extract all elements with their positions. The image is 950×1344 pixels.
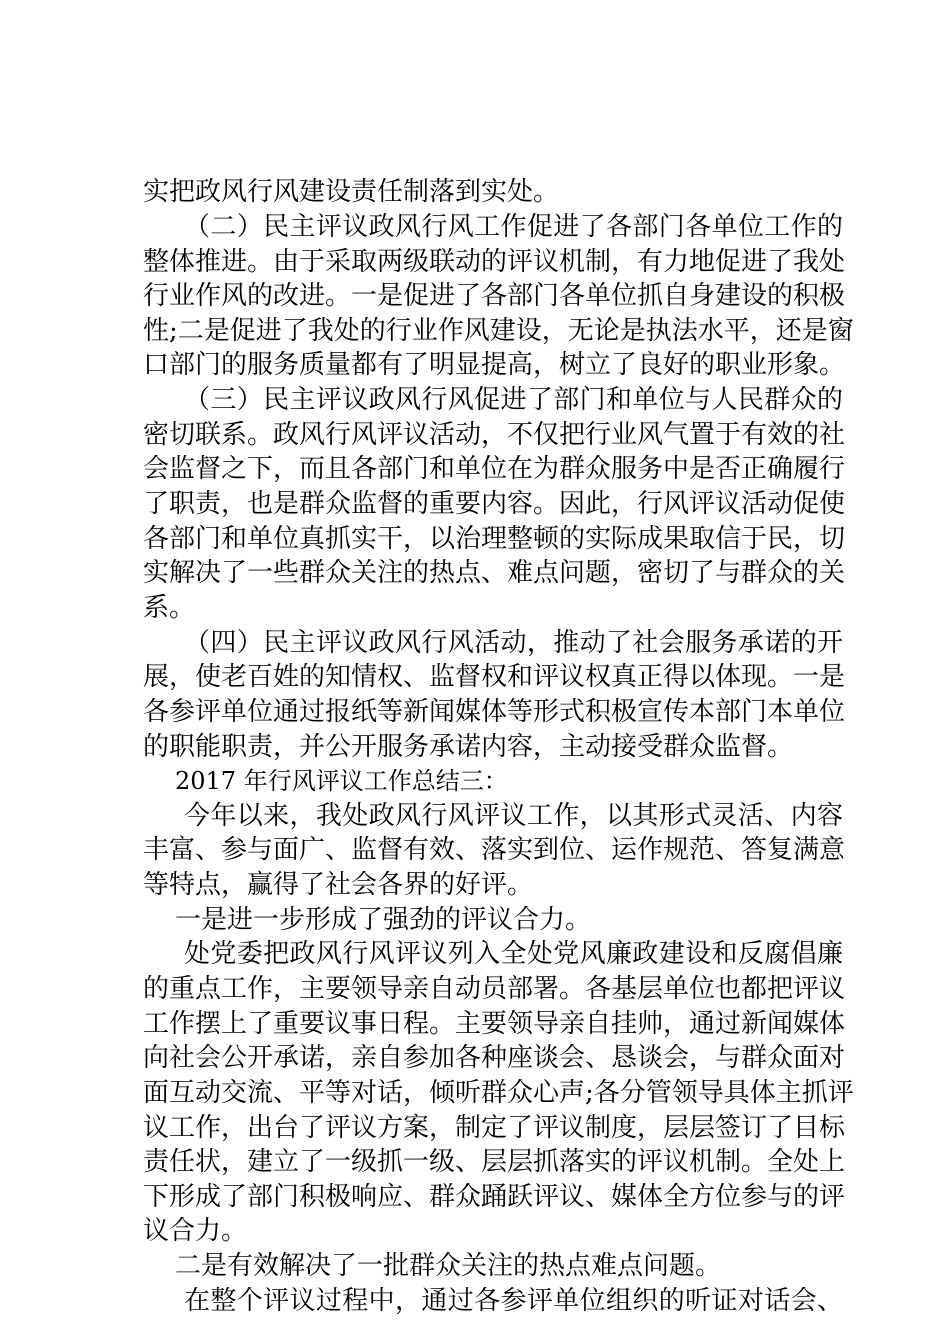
text-line: 下形成了部门积极响应、群众踊跃评议、媒体全方位参与的评 [143, 1182, 846, 1212]
text-line: 会监督之下，而且各部门和单位在为群众服务中是否正确履行 [143, 454, 846, 484]
text-line: 丰富、参与面广、监督有效、落实到位、运作规范、答复满意 [143, 835, 846, 865]
text-line: 系。 [143, 593, 196, 623]
text-line: （二）民主评议政风行风工作促进了各部门各单位工作的 [184, 212, 843, 242]
text-line: 展，使老百姓的知情权、监督权和评议权真正得以体现。一是 [143, 662, 846, 692]
text-line: 的职能职责，并公开服务承诺内容，主动接受群众监督。 [143, 732, 794, 762]
text-line: 行业作风的改进。一是促进了各部门各单位抓自身建设的积极 [143, 281, 846, 311]
text-line: 的重点工作，主要领导亲自动员部署。各基层单位也都把评议 [143, 974, 846, 1004]
text-line: 面互动交流、平等对话，倾听群众心声;各分管领导具体主抓评 [143, 1078, 854, 1108]
text-line: 口部门的服务质量都有了明显提高，树立了良好的职业形象。 [143, 350, 846, 380]
text-line: 议工作，出台了评议方案，制定了评议制度，层层签订了目标 [143, 1113, 846, 1143]
text-line: 实把政风行风建设责任制落到实处。 [143, 177, 560, 207]
text-line: 向社会公开承诺，亲自参加各种座谈会、恳谈会，与群众面对 [143, 1043, 846, 1073]
text-line: 等特点，赢得了社会各界的好评。 [143, 870, 534, 900]
text-line: 各部门和单位真抓实干，以治理整顿的实际成果取信于民，切 [143, 524, 846, 554]
text-line: 在整个评议过程中，通过各参评单位组织的听证对话会、 [184, 1286, 843, 1316]
section-heading: 2017 年行风评议工作总结三： [175, 767, 508, 795]
text-line: 议合力。 [143, 1216, 248, 1246]
text-line: （三）民主评议政风行风促进了部门和单位与人民群众的 [184, 385, 843, 415]
text-line: 整体推进。由于采取两级联动的评议机制，有力地促进了我处 [143, 247, 846, 277]
text-line: 处党委把政风行风评议列入全处党风廉政建设和反腐倡廉 [184, 939, 843, 969]
text-line: 各参评单位通过报纸等新闻媒体等形式积极宣传本部门本单位 [143, 697, 846, 727]
text-line: 密切联系。政风行风评议活动，不仅把行业风气置于有效的社 [143, 420, 846, 450]
text-line: 二是有效解决了一批群众关注的热点难点问题。 [175, 1251, 722, 1281]
text-line: 一是进一步形成了强劲的评议合力。 [175, 905, 592, 935]
text-line: 工作摆上了重要议事日程。主要领导亲自挂帅，通过新闻媒体 [143, 1009, 846, 1039]
text-line: 实解决了一些群众关注的热点、难点问题，密切了与群众的关 [143, 558, 846, 588]
text-line: 责任状，建立了一级抓一级、层层抓落实的评议机制。全处上 [143, 1147, 846, 1177]
text-line: 今年以来，我处政风行风评议工作，以其形式灵活、内容 [184, 801, 843, 831]
text-line: 性;二是促进了我处的行业作风建设，无论是执法水平，还是窗 [143, 316, 854, 346]
text-line: 了职责，也是群众监督的重要内容。因此，行风评议活动促使 [143, 489, 846, 519]
text-line: （四）民主评议政风行风活动，推动了社会服务承诺的开 [184, 628, 843, 658]
